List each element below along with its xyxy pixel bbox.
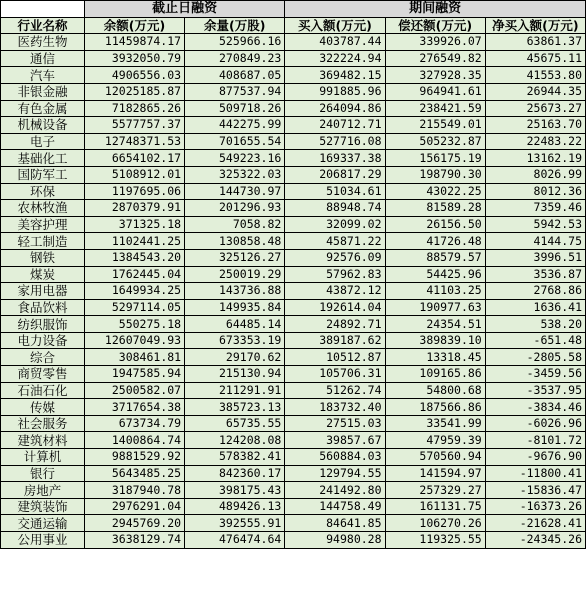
cell-repay: 109165.86 (385, 366, 485, 383)
cell-net-buy: 13162.19 (485, 150, 585, 167)
cell-volume: 385723.13 (185, 399, 285, 416)
table-row (1, 349, 586, 366)
cell-buy: 32099.02 (285, 216, 385, 233)
cell-industry: 汽车 (1, 67, 85, 84)
cell-net-buy: -24345.26 (485, 532, 585, 549)
cell-buy: 403787.44 (285, 34, 385, 51)
cell-buy: 169337.38 (285, 150, 385, 167)
cell-balance: 5297114.05 (84, 299, 184, 316)
cell-balance: 7182865.26 (84, 100, 184, 117)
cell-industry: 传媒 (1, 399, 85, 416)
cell-net-buy: 2768.86 (485, 283, 585, 300)
cell-volume: 398175.43 (185, 482, 285, 499)
cell-repay: 964941.61 (385, 83, 485, 100)
cell-repay: 41103.25 (385, 283, 485, 300)
cell-industry: 机械设备 (1, 117, 85, 134)
cell-buy: 389187.62 (285, 332, 385, 349)
cell-industry: 非银金融 (1, 83, 85, 100)
table-row (1, 200, 586, 217)
cell-volume: 250019.29 (185, 266, 285, 283)
cell-volume: 215130.94 (185, 366, 285, 383)
cell-buy: 369482.15 (285, 67, 385, 84)
cell-net-buy: -6026.96 (485, 415, 585, 432)
cell-industry: 有色金属 (1, 100, 85, 117)
cell-buy: 27515.03 (285, 415, 385, 432)
cell-net-buy: 3996.51 (485, 249, 585, 266)
table-row (1, 266, 586, 283)
table-row (1, 67, 586, 84)
cell-balance: 5108912.01 (84, 166, 184, 183)
cell-buy: 264094.86 (285, 100, 385, 117)
cell-volume: 489426.13 (185, 498, 285, 515)
cell-repay: 190977.63 (385, 299, 485, 316)
cell-balance: 3638129.74 (84, 532, 184, 549)
table-row (1, 283, 586, 300)
cell-repay: 257329.27 (385, 482, 485, 499)
cell-net-buy: 63861.37 (485, 34, 585, 51)
cell-industry: 医药生物 (1, 34, 85, 51)
cell-volume: 130858.48 (185, 233, 285, 250)
table-row (1, 83, 586, 100)
table-row (1, 449, 586, 466)
cell-repay: 119325.55 (385, 532, 485, 549)
cell-volume: 124208.08 (185, 432, 285, 449)
cell-balance: 1947585.94 (84, 366, 184, 383)
table-row (1, 100, 586, 117)
cell-repay: 276549.82 (385, 50, 485, 67)
table-row (1, 133, 586, 150)
cell-net-buy: -21628.41 (485, 515, 585, 532)
cell-net-buy: -3537.95 (485, 382, 585, 399)
cell-volume: 877537.94 (185, 83, 285, 100)
cell-buy: 192614.04 (285, 299, 385, 316)
cell-net-buy: -16373.26 (485, 498, 585, 515)
cell-buy: 105706.31 (285, 366, 385, 383)
cell-balance: 1762445.04 (84, 266, 184, 283)
cell-repay: 198790.30 (385, 166, 485, 183)
table-row (1, 515, 586, 532)
cell-volume: 476474.64 (185, 532, 285, 549)
cell-volume: 29170.62 (185, 349, 285, 366)
cell-industry: 钢铁 (1, 249, 85, 266)
cell-volume: 549223.16 (185, 150, 285, 167)
cell-balance: 4906556.03 (84, 67, 184, 84)
column-header-volume: 余量(万股) (185, 17, 285, 34)
cell-repay: 215549.01 (385, 117, 485, 134)
cell-volume: 509718.26 (185, 100, 285, 117)
cell-industry: 电子 (1, 133, 85, 150)
cell-volume: 211291.91 (185, 382, 285, 399)
cell-balance: 2870379.91 (84, 200, 184, 217)
table-row (1, 316, 586, 333)
table-row (1, 399, 586, 416)
cell-buy: 43872.12 (285, 283, 385, 300)
cell-balance: 371325.18 (84, 216, 184, 233)
cell-buy: 991885.96 (285, 83, 385, 100)
cell-balance: 5643485.25 (84, 465, 184, 482)
cell-net-buy: 45675.11 (485, 50, 585, 67)
cell-balance: 6654102.17 (84, 150, 184, 167)
cell-buy: 51262.74 (285, 382, 385, 399)
cell-balance: 2976291.04 (84, 498, 184, 515)
cell-repay: 238421.59 (385, 100, 485, 117)
cell-net-buy: 25673.27 (485, 100, 585, 117)
cell-volume: 7058.82 (185, 216, 285, 233)
cell-buy: 129794.55 (285, 465, 385, 482)
cell-repay: 81589.28 (385, 200, 485, 217)
cell-net-buy: 25163.70 (485, 117, 585, 134)
cell-volume: 392555.91 (185, 515, 285, 532)
table-row (1, 299, 586, 316)
cell-repay: 26156.50 (385, 216, 485, 233)
cell-balance: 1649934.25 (84, 283, 184, 300)
cell-net-buy: 5942.53 (485, 216, 585, 233)
group-header-row (1, 1, 586, 18)
cell-repay: 505232.87 (385, 133, 485, 150)
column-header-net-buy: 净买入额(万元) (485, 17, 585, 34)
column-header-balance: 余额(万元) (84, 17, 184, 34)
cell-net-buy: -9676.90 (485, 449, 585, 466)
cell-repay: 156175.19 (385, 150, 485, 167)
cell-industry: 电力设备 (1, 332, 85, 349)
table-row (1, 34, 586, 51)
cell-volume: 325322.03 (185, 166, 285, 183)
cell-industry: 环保 (1, 183, 85, 200)
cell-repay: 24354.51 (385, 316, 485, 333)
cell-net-buy: -3459.56 (485, 366, 585, 383)
cell-industry: 交通运输 (1, 515, 85, 532)
cell-net-buy: 22483.22 (485, 133, 585, 150)
cell-repay: 570560.94 (385, 449, 485, 466)
table-body (1, 34, 586, 548)
table-row (1, 50, 586, 67)
table-row (1, 498, 586, 515)
cell-balance: 1400864.74 (84, 432, 184, 449)
group-header-blank (1, 1, 85, 18)
table-row (1, 532, 586, 549)
cell-repay: 161131.75 (385, 498, 485, 515)
table-row (1, 216, 586, 233)
cell-net-buy: -2805.58 (485, 349, 585, 366)
cell-balance: 1384543.20 (84, 249, 184, 266)
cell-balance: 9881529.92 (84, 449, 184, 466)
cell-repay: 106270.26 (385, 515, 485, 532)
cell-net-buy: 4144.75 (485, 233, 585, 250)
cell-volume: 578382.41 (185, 449, 285, 466)
table-row (1, 482, 586, 499)
cell-volume: 65735.55 (185, 415, 285, 432)
cell-repay: 141594.97 (385, 465, 485, 482)
cell-balance: 2500582.07 (84, 382, 184, 399)
cell-volume: 525966.16 (185, 34, 285, 51)
cell-industry: 农林牧渔 (1, 200, 85, 217)
cell-industry: 公用事业 (1, 532, 85, 549)
cell-repay: 54800.68 (385, 382, 485, 399)
cell-balance: 3717654.38 (84, 399, 184, 416)
group-header-period: 期间融资 (285, 1, 586, 18)
cell-industry: 基础化工 (1, 150, 85, 167)
cell-industry: 社会服务 (1, 415, 85, 432)
table-row (1, 166, 586, 183)
cell-net-buy: 3536.87 (485, 266, 585, 283)
cell-net-buy: 8026.99 (485, 166, 585, 183)
cell-repay: 43022.25 (385, 183, 485, 200)
cell-net-buy: -3834.46 (485, 399, 585, 416)
cell-industry: 美容护理 (1, 216, 85, 233)
cell-repay: 47959.39 (385, 432, 485, 449)
cell-buy: 39857.67 (285, 432, 385, 449)
cell-net-buy: 26944.35 (485, 83, 585, 100)
cell-buy: 10512.87 (285, 349, 385, 366)
cell-net-buy: 41553.80 (485, 67, 585, 84)
cell-buy: 51034.61 (285, 183, 385, 200)
cell-industry: 建筑装饰 (1, 498, 85, 515)
cell-industry: 商贸零售 (1, 366, 85, 383)
cell-balance: 1102441.25 (84, 233, 184, 250)
column-header-row (1, 17, 586, 34)
cell-buy: 92576.09 (285, 249, 385, 266)
cell-industry: 计算机 (1, 449, 85, 466)
table-row (1, 332, 586, 349)
cell-buy: 322224.94 (285, 50, 385, 67)
cell-net-buy: -15836.47 (485, 482, 585, 499)
cell-repay: 41726.48 (385, 233, 485, 250)
table-row (1, 150, 586, 167)
cell-repay: 327928.35 (385, 67, 485, 84)
cell-volume: 149935.84 (185, 299, 285, 316)
cell-buy: 45871.22 (285, 233, 385, 250)
cell-repay: 187566.86 (385, 399, 485, 416)
cell-buy: 183732.40 (285, 399, 385, 416)
cell-volume: 143736.88 (185, 283, 285, 300)
cell-industry: 综合 (1, 349, 85, 366)
table-row (1, 366, 586, 383)
cell-net-buy: 7359.46 (485, 200, 585, 217)
cell-balance: 12025185.87 (84, 83, 184, 100)
cell-balance: 2945769.20 (84, 515, 184, 532)
cell-volume: 325126.27 (185, 249, 285, 266)
cell-repay: 339926.07 (385, 34, 485, 51)
table-row (1, 432, 586, 449)
cell-buy: 84641.85 (285, 515, 385, 532)
cell-industry: 国防军工 (1, 166, 85, 183)
table-row (1, 233, 586, 250)
cell-repay: 33541.99 (385, 415, 485, 432)
table-row (1, 249, 586, 266)
cell-industry: 银行 (1, 465, 85, 482)
cell-volume: 842360.17 (185, 465, 285, 482)
cell-industry: 石油石化 (1, 382, 85, 399)
cell-balance: 1197695.06 (84, 183, 184, 200)
table-row (1, 415, 586, 432)
cell-balance: 550275.18 (84, 316, 184, 333)
cell-volume: 701655.54 (185, 133, 285, 150)
cell-buy: 241492.80 (285, 482, 385, 499)
cell-volume: 201296.93 (185, 200, 285, 217)
cell-balance: 11459874.17 (84, 34, 184, 51)
cell-net-buy: 8012.36 (485, 183, 585, 200)
cell-balance: 3187940.78 (84, 482, 184, 499)
cell-industry: 通信 (1, 50, 85, 67)
cell-net-buy: -651.48 (485, 332, 585, 349)
column-header-repay: 偿还额(万元) (385, 17, 485, 34)
cell-buy: 144758.49 (285, 498, 385, 515)
cell-buy: 206817.29 (285, 166, 385, 183)
cell-net-buy: -11800.41 (485, 465, 585, 482)
cell-industry: 房地产 (1, 482, 85, 499)
cell-volume: 64485.14 (185, 316, 285, 333)
cell-net-buy: 1636.41 (485, 299, 585, 316)
cell-balance: 308461.81 (84, 349, 184, 366)
cell-balance: 673734.79 (84, 415, 184, 432)
cell-industry: 纺织服饰 (1, 316, 85, 333)
cell-volume: 144730.97 (185, 183, 285, 200)
column-header-industry: 行业名称 (1, 17, 85, 34)
column-header-buy: 买入额(万元) (285, 17, 385, 34)
cell-volume: 442275.99 (185, 117, 285, 134)
cell-buy: 94980.28 (285, 532, 385, 549)
group-header-end-of-day: 截止日融资 (84, 1, 284, 18)
cell-buy: 560884.03 (285, 449, 385, 466)
cell-industry: 食品饮料 (1, 299, 85, 316)
cell-buy: 24892.71 (285, 316, 385, 333)
cell-balance: 12748371.53 (84, 133, 184, 150)
cell-industry: 家用电器 (1, 283, 85, 300)
cell-repay: 389839.10 (385, 332, 485, 349)
cell-industry: 建筑材料 (1, 432, 85, 449)
cell-repay: 54425.96 (385, 266, 485, 283)
table-row (1, 183, 586, 200)
cell-buy: 88948.74 (285, 200, 385, 217)
cell-buy: 527716.08 (285, 133, 385, 150)
cell-balance: 5577757.37 (84, 117, 184, 134)
table-row (1, 117, 586, 134)
cell-repay: 13318.45 (385, 349, 485, 366)
cell-balance: 3932050.79 (84, 50, 184, 67)
cell-industry: 煤炭 (1, 266, 85, 283)
table-row (1, 465, 586, 482)
cell-industry: 轻工制造 (1, 233, 85, 250)
table-row (1, 382, 586, 399)
cell-net-buy: 538.20 (485, 316, 585, 333)
cell-volume: 270849.23 (185, 50, 285, 67)
cell-net-buy: -8101.72 (485, 432, 585, 449)
cell-buy: 57962.83 (285, 266, 385, 283)
cell-buy: 240712.71 (285, 117, 385, 134)
cell-volume: 408687.05 (185, 67, 285, 84)
cell-balance: 12607049.93 (84, 332, 184, 349)
cell-volume: 673353.19 (185, 332, 285, 349)
cell-repay: 88579.57 (385, 249, 485, 266)
